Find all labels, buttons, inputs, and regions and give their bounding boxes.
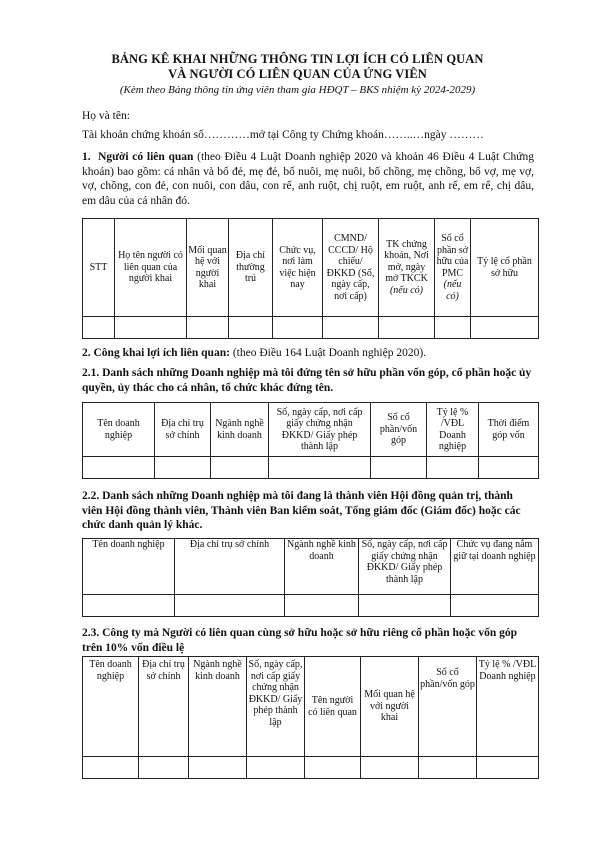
table-cell[interactable] <box>419 757 477 779</box>
table-cell[interactable] <box>83 595 175 617</box>
section2-title-rest: (theo Điều 164 Luật Doanh nghiệp 2020). <box>229 347 427 359</box>
col-header <box>379 219 435 317</box>
col-header: Địa chỉ trụ sở chính <box>175 539 285 595</box>
col-header: Mối quan hệ với người khai <box>187 219 229 317</box>
table-cell[interactable] <box>371 457 427 479</box>
col-header: Địa chỉ trụ sở chính <box>139 657 189 757</box>
table-header-row <box>83 539 539 595</box>
document-title-line2: VÀ NGƯỜI CÓ LIÊN QUAN CỦA ỨNG VIÊN <box>168 67 427 81</box>
col-header: Thời điểm góp vốn <box>479 403 539 457</box>
col-header: Tỷ lệ % /VĐL Doanh nghiệp <box>427 403 479 457</box>
col-header: Tên doanh nghiệp <box>83 657 139 757</box>
table-cell[interactable] <box>115 317 187 339</box>
related-persons-table <box>82 218 539 339</box>
table-cell[interactable] <box>451 595 539 617</box>
col-header: Mối quan hệ với người khai <box>361 657 419 757</box>
col-header: Tỷ lệ % /VĐL Doanh nghiệp <box>477 657 539 757</box>
col-header: Ngành nghề kinh doanh <box>211 403 269 457</box>
table-row <box>83 457 539 479</box>
col-header: Địa chỉ thường trú <box>229 219 273 317</box>
table-cell[interactable] <box>175 595 285 617</box>
table-header-row <box>83 219 539 317</box>
col-header-text: TK chứng khoán, Nơi mở, ngày mở TKCK <box>384 238 429 285</box>
table-cell[interactable] <box>155 457 211 479</box>
section1-paragraph <box>82 150 534 208</box>
table-cell[interactable] <box>471 317 539 339</box>
table-cell[interactable] <box>83 317 115 339</box>
col-header: Số cổ phần/vốn góp <box>371 403 427 457</box>
table-cell[interactable] <box>269 457 371 479</box>
col-header: Tên doanh nghiệp <box>83 539 175 595</box>
document-title-line1: BẢNG KÊ KHAI NHỮNG THÔNG TIN LỢI ÍCH CÓ LIÊN QUAN <box>111 52 484 66</box>
table-cell[interactable] <box>83 457 155 479</box>
col-header: Số, ngày cấp, nơi cấp giấy chứng nhận ĐKKD/ Giấy phép thành lập <box>269 403 371 457</box>
col-header <box>435 219 471 317</box>
table-header-row <box>83 403 539 457</box>
table-cell[interactable] <box>359 595 451 617</box>
col-header: Số cổ phần/vốn góp <box>419 657 477 757</box>
section21-heading: 2.1. Danh sách những Doanh nghiệp mà tôi đứng tên sở hữu phần vốn góp, cổ phần hoặc ủy quyền, ủy thác cho cá nhân, tổ chức khác đứng tên. <box>82 367 532 394</box>
table-cell[interactable] <box>189 757 247 779</box>
section23-heading: 2.3. Công ty mà Người có liên quan cùng sở hữu hoặc sở hữu riêng cổ phần hoặc vốn góp trên 10% vốn điều lệ <box>82 627 518 654</box>
section1-number: 1. <box>82 151 91 163</box>
table-row <box>83 595 539 617</box>
col-header: Chức vụ đang nắm giữ tại doanh nghiệp <box>451 539 539 595</box>
col-header: Ngành nghề kinh doanh <box>285 539 359 595</box>
name-label: Họ và tên: <box>82 110 130 122</box>
management-positions-table <box>82 538 539 617</box>
col-header: CMND/ CCCD/ Hộ chiếu/ ĐKKD (Số, ngày cấp, nơi cấp) <box>323 219 379 317</box>
col-header: Chức vụ, nơi làm việc hiện nay <box>273 219 323 317</box>
table-cell[interactable] <box>187 317 229 339</box>
col-header: Địa chỉ trụ sở chính <box>155 403 211 457</box>
section2-heading <box>82 346 426 361</box>
document-subtitle: (Kèm theo Bảng thông tin ứng viên tham gia HĐQT – BKS nhiệm kỳ 2024-2029) <box>119 84 476 96</box>
table-header-row <box>83 657 539 757</box>
table-cell[interactable] <box>305 757 361 779</box>
table-cell[interactable] <box>229 317 273 339</box>
table-cell[interactable] <box>479 457 539 479</box>
optional-note: (nếu có) <box>443 279 462 302</box>
table-cell[interactable] <box>323 317 379 339</box>
col-header: Tên doanh nghiệp <box>83 403 155 457</box>
table-row <box>83 317 539 339</box>
section2-title: 2. Công khai lợi ích liên quan: <box>82 347 230 359</box>
related-ownership-table <box>82 656 539 779</box>
table-cell[interactable] <box>247 757 305 779</box>
table-cell[interactable] <box>361 757 419 779</box>
table-cell[interactable] <box>211 457 269 479</box>
col-header-text: Số cổ phần sở hữu của PMC <box>436 233 469 279</box>
table-cell[interactable] <box>435 317 471 339</box>
table-row <box>83 757 539 779</box>
col-header: Số, ngày cấp, nơi cấp giấy chứng nhận ĐKKD/ Giấy phép thành lập <box>359 539 451 595</box>
optional-note: (nếu có) <box>389 284 424 296</box>
table-cell[interactable] <box>285 595 359 617</box>
table-cell[interactable] <box>477 757 539 779</box>
account-line: Tài khoản chứng khoán số…………mở tại Công ty Chứng khoán……..…ngày ……… <box>82 129 484 141</box>
section1-bold-term: Người có liên quan <box>98 151 194 163</box>
section1-text: (theo Điều 4 Luật Doanh nghiệp 2020 và khoản 46 Điều 4 Luật Chứng khoán) bao gồm: cá nhân và bố đẻ, mẹ đẻ, bố nuôi, mẹ nuôi, bố chồng, mẹ chồng, bố vợ, mẹ vợ, vợ, chồng, con đẻ, con nuôi, con dâu, con rể, anh ruột, chị ruột, em ruột, anh rể, em rể, chị dâu, em dâu của cá nhân đó. <box>82 151 535 207</box>
col-header: Tỷ lệ cổ phần sở hữu <box>471 219 539 317</box>
col-header: Họ tên người có liên quan của người khai <box>115 219 187 317</box>
table-cell[interactable] <box>83 757 139 779</box>
table-cell[interactable] <box>273 317 323 339</box>
owned-enterprises-table <box>82 402 539 479</box>
table-cell[interactable] <box>379 317 435 339</box>
table-cell[interactable] <box>427 457 479 479</box>
col-header: Ngành nghề kinh doanh <box>189 657 247 757</box>
col-header: Tên người có liên quan <box>305 657 361 757</box>
section22-heading: 2.2. Danh sách những Doanh nghiệp mà tôi đang là thành viên Hội đồng quản trị, thành viên Hội đồng thành viên, Thành viên Ban kiểm soát, Tổng giám đốc (Giám đốc) hoặc các chức danh quản lý khác. <box>82 490 521 531</box>
col-header: STT <box>83 219 115 317</box>
col-header: Số, ngày cấp, nơi cấp giấy chứng nhận ĐKKD/ Giấy phép thành lập <box>247 657 305 757</box>
table-cell[interactable] <box>139 757 189 779</box>
